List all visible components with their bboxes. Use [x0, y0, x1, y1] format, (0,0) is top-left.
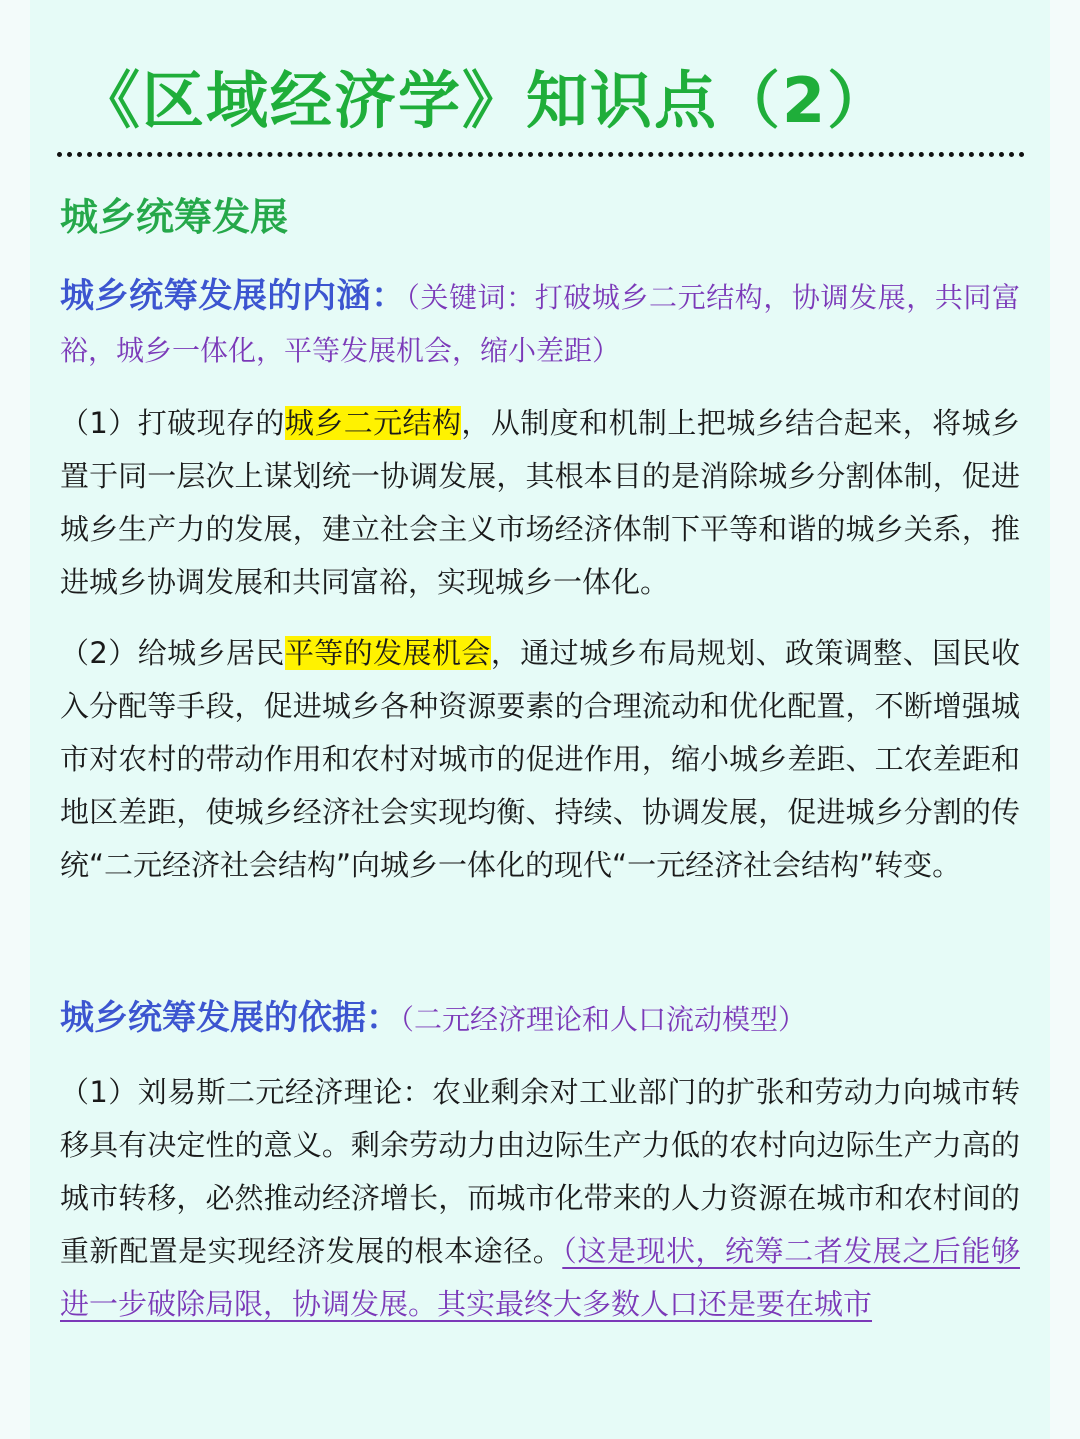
content-area — [60, 188, 1020, 1331]
connotation-keywords: （关键词：打破城乡二元结构，协调发展，共同富裕，城乡一体化，平等发展机会，缩小差距） — [60, 281, 1020, 367]
connotation-paragraph-1 — [60, 397, 1020, 609]
paragraph-text: （1）刘易斯二元经济理论：农业剩余对工业部门的扩张和劳动力向城市转移具有决定性的意义。剩余劳动力由边际生产力低的农村向边际生产力高的城市转移，必然推动经济增长，而城市化带来的人力资源在城市和农村间的重新配置是实现经济发展的根本途径。 — [60, 1075, 1020, 1268]
section-title: 城乡统筹发展 — [60, 195, 289, 239]
highlighted-term: 城乡二元结构 — [284, 406, 462, 440]
dotted-divider — [57, 152, 1025, 157]
basis-paragraph-1 — [60, 1066, 1020, 1331]
connotation-heading-block — [60, 270, 1020, 377]
basis-heading-block — [60, 992, 1020, 1046]
connotation-paragraph-2 — [60, 627, 1020, 892]
underlined-note: （这是现状，统筹二者发展之后能够进一步破除局限，协调发展。其实最终大多数人口还是要在城市 — [60, 1234, 1020, 1321]
paragraph-text: ，从制度和机制上把城乡结合起来，将城乡置于同一层次上谋划统一协调发展，其根本目的是消除城乡分割体制，促进城乡生产力的发展，建立社会主义市场经济体制下平等和谐的城乡关系，推进城乡协调发展和共同富裕，实现城乡一体化。 — [60, 406, 1020, 599]
highlighted-term: 平等的发展机会 — [284, 636, 491, 670]
connotation-heading: 城乡统筹发展的内涵： — [60, 276, 406, 316]
note-page — [30, 0, 1050, 1439]
page-title: 《区域经济学》知识点（2） — [78, 64, 892, 137]
paragraph-prefix: （2）给城乡居民 — [60, 636, 285, 670]
basis-heading: 城乡统筹发展的依据： — [60, 998, 400, 1038]
basis-keywords: （二元经济理论和人口流动模型） — [400, 1003, 807, 1036]
paragraph-prefix: （1）打破现存的 — [60, 406, 285, 440]
paragraph-text: ，通过城乡布局规划、政策调整、国民收入分配等手段，促进城乡各种资源要素的合理流动和优化配置，不断增强城市对农村的带动作用和农村对城市的促进作用，缩小城乡差距、工农差距和地区差距，使城乡经济社会实现均衡、持续、协调发展，促进城乡分割的传统“二元经济社会结构”向城乡一体化的现代“一元经济社会结构”转变。 — [60, 636, 1020, 882]
